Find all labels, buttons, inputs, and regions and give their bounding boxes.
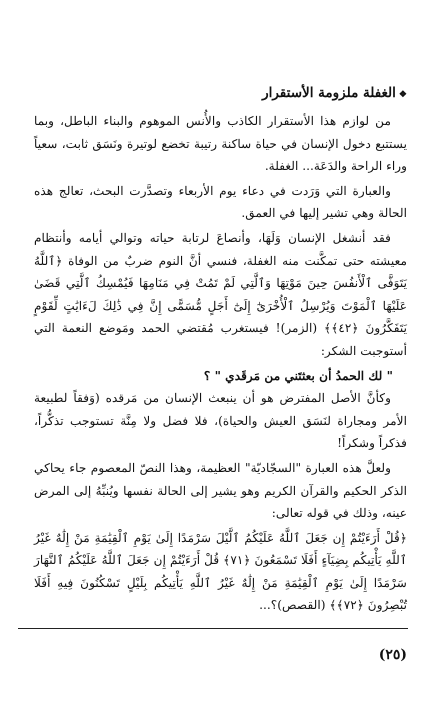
paragraph-3: فقد أنشغل الإنسان وَلَهَا، وأنصاعَ لرتابة حياته وتوالي أيامه وأنتظام معيشته حتى تمكَّنت منه الغفلة، فنسي أنَّ النوم ضربٌ من الوفاة ﴿ٱللَّهُ يَتَوَفَّى ٱلْأَنفُسَ حِينَ مَوْتِهَا وَٱلَّتِي لَمْ تَمُتْ فِي مَنَامِهَا فَيُمْسِكُ ٱلَّتِي قَضَىٰ عَلَيْهَا ٱلْمَوْتَ وَيُرْسِلُ ٱلْأُخْرَىٰٓ إِلَىٰٓ أَجَلٍ مُّسَمًّى إِنَّ فِي ذَٰلِكَ لَءَايَٰتٍ لِّقَوْمٍ يَتَفَكَّرُونَ ﴿٤٢﴾﴾ (الزمر)! فيستغرب مُقتضي الحمد ومَوضع النعمة التي أستوجبت الشكر: <box>34 230 407 358</box>
page-number: (٢٥) <box>378 647 407 663</box>
paragraph-2: والعبارة التي وَرَدت في دعاء يوم الأربعاء وتصدَّرت البحث، تعالج هذه الحالة وهي تشير إليها في العمق. <box>34 183 407 221</box>
paragraph-1: من لوازم هذا الأستقرار الكاذب والأُنس الموهوم والبناء الباطل، وبما يستتبع دخول الإنسان في حياة ساكنة رتيبة تخضع لوتيرة ونَسَق ثابت، سعياً وراء الراحة والدَعَة... الغفلة. <box>34 114 407 174</box>
section-heading <box>34 84 407 104</box>
quran-verse: ﴿قُلْ أَرَءَيْتُمْ إِن جَعَلَ ٱللَّهُ عَلَيْكُمُ ٱلَّيْلَ سَرْمَدًا إِلَىٰ يَوْمِ ٱلْقِيَٰمَةِ مَنْ إِلَٰهٌ غَيْرُ ٱللَّهِ يَأْتِيكُم بِضِيَآءٍ أَفَلَا تَسْمَعُونَ ﴿٧١﴾ قُلْ أَرَءَيْتُمْ إِن جَعَلَ ٱللَّهُ عَلَيْكُمُ ٱلنَّهَارَ سَرْمَدًا إِلَىٰ يَوْمِ ٱلْقِيَٰمَةِ مَنْ إِلَٰهٌ غَيْرُ ٱللَّهِ يَأْتِيكُم بِلَيْلٍ تَسْكُنُونَ فِيهِ أَفَلَا تُبْصِرُونَ ﴿٧٢﴾﴾ (القصص)؟... <box>34 530 407 613</box>
dua-quote: " لك الحمدُ أن بعثتَني من مَرقَدي " ؟ <box>203 368 393 383</box>
paragraph-4: وكأنَّ الأصل المفترض هو أن ينبعث الإنسان من مَرقده (وَفقاً لطبيعة الأمر ومجاراة لنَسَق العيش والحياة)، فلا فضل ولا مِنَّة تستوجب تذكُّراً، فذكراً وشكراً! <box>34 391 407 451</box>
paragraph-5: ولعلَّ هذه العبارة "السجّاديّة" العظيمة، وهذا النصّ المعصوم جاء يحاكي الذكر الحكيم والقرآن الكريم وهو يشير إلى الحالة نفسها ويُنبِّهُ إلى المرض عينه، وذلك في قوله تعالى: <box>34 460 407 521</box>
section-title: الغفلة ملزومة الأستقرار <box>262 85 396 101</box>
diamond-bullet-icon: ❖ <box>398 90 407 100</box>
footer-divider <box>18 628 408 629</box>
